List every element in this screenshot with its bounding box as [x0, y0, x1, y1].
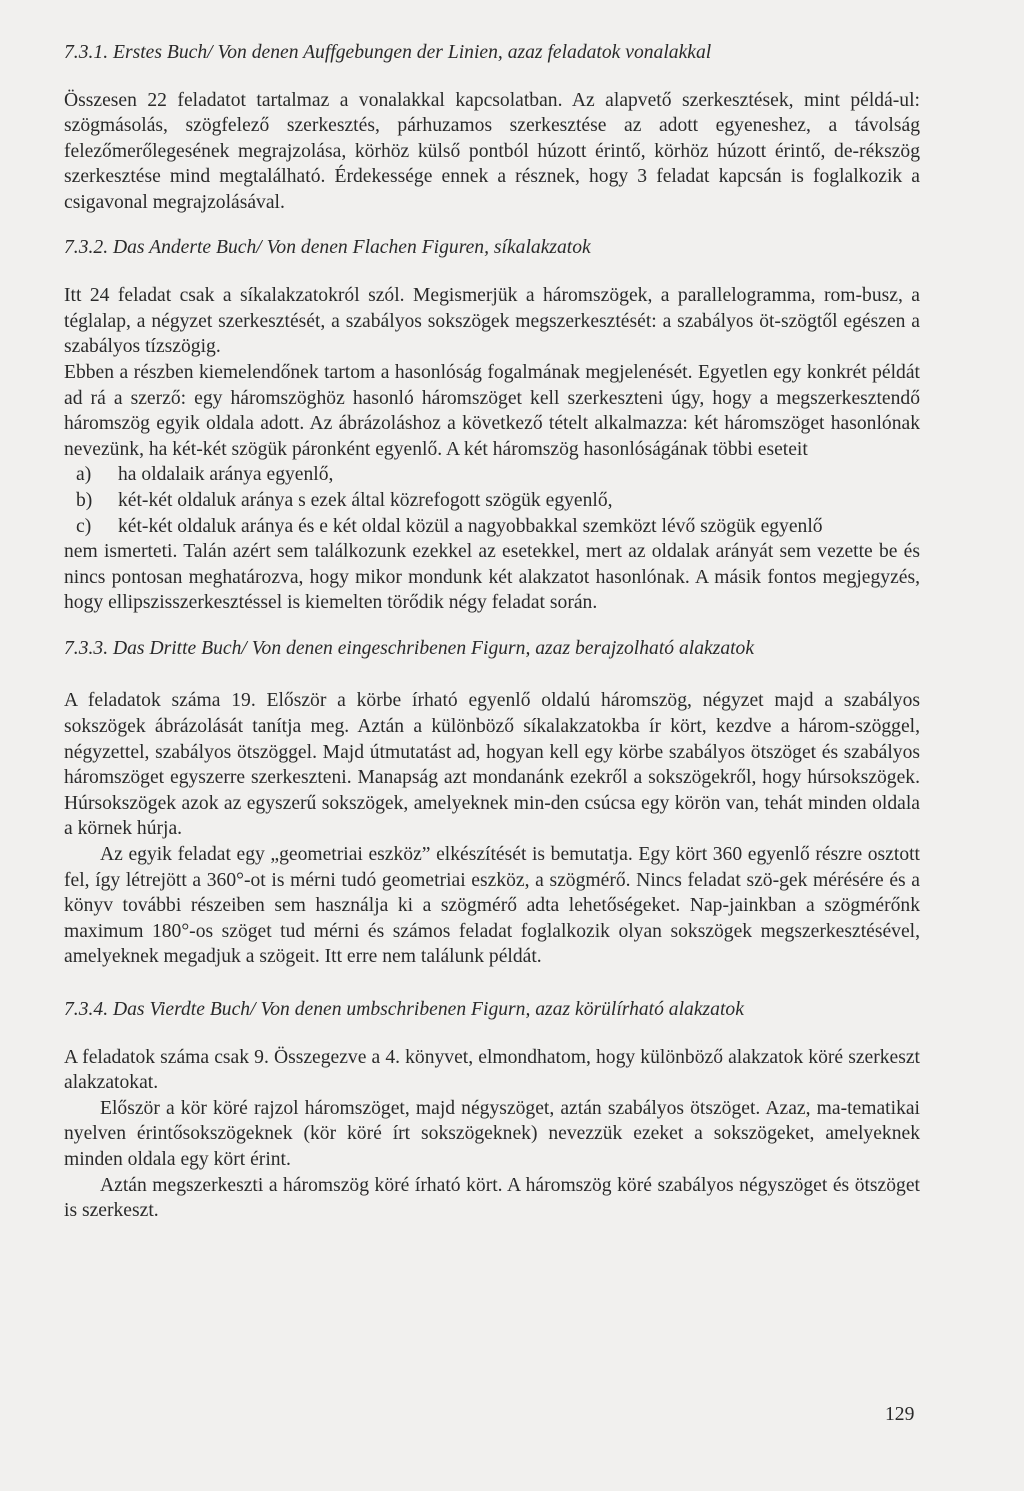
- paragraph: Összesen 22 feladatot tartalmaz a vonalakkal kapcsolatban. Az alapvető szerkesztések, mint példá-ul: szögmásolás, szögfelező szerkesztés, párhuzamos szerkesztése az adott egyeneshez, a távolság felezőmerőlegesének megrajzolása, körhöz külső pontból húzott érintő, körhöz húzott érintő, de-rékszög szerkesztése mind megtalálható. Érdekessége ennek a résznek, hogy 3 feladat kapcsán is foglalkozik a csigavonal megrajzolásával.: [64, 89, 920, 213]
- paragraph: Először a kör köré rajzol háromszöget, majd négyszöget, aztán szabályos ötszöget. Azaz, ma-tematikai nyelven érintősokszögeknek (kör köré írt sokszögeknek) nevezzük ezeket a sokszögeket, amelyeknek minden oldala egy kört érint.: [64, 1097, 920, 1170]
- list-marker: c): [76, 515, 92, 537]
- list-item: [64, 462, 920, 488]
- list-item-text: két-két oldaluk aránya s ezek által közrefogott szögük egyenlő,: [118, 489, 613, 511]
- list-item: [64, 514, 920, 540]
- list-item-text: ha oldalaik aránya egyenlő,: [118, 464, 334, 486]
- page-number: 129: [885, 1404, 915, 1425]
- paragraph: A feladatok száma 19. Először a körbe írható egyenlő oldalú háromszög, négyzet majd a szabályos sokszögek ábrázolását tanítja meg. Aztán a különböző síkalakzatokba ír kört, kezdve a három-szöggel, négyzettel, szabályos ötszöggel. Majd útmutatást ad, hogyan kell egy körbe szabályos ötszöget és szabályos háromszöget egyszerre szerkeszteni. Manapság azt mondanánk ezekről a sokszögekről, hogy húrsokszögek. Húrsokszögek azok az egyszerű sokszögek, amelyeknek min-den csúcsa egy körön van, tehát minden oldala a körnek húrja.: [64, 690, 920, 840]
- similarity-cases-list: [64, 462, 920, 539]
- list-marker: a): [76, 464, 92, 486]
- paragraph: Ebben a részben kiemelendőnek tartom a hasonlóság fogalmának megjelenését. Egyetlen egy konkrét példát ad rá a szerző: egy háromszöghöz hasonló háromszöget kell szerkeszteni úgy, hogy a megszerkesztendő háromszög egyik oldala adott. Az ábrázoláshoz a következő tételt alkalmazza: két háromszöget hasonlónak nevezünk, ha két-két szögük páronként egyenlő. A két háromszög hasonlóságának többi eseteit: [64, 361, 920, 460]
- paragraph: Itt 24 feladat csak a síkalakzatokról szól. Megismerjük a háromszögek, a parallelogramma, rom-busz, a téglalap, a négyzet szerkesztését, a szabályos sokszögek megszerkesztését: a szabályos öt-szögtől egészen a szabályos tízszögig.: [64, 285, 920, 358]
- paragraph: Aztán megszerkeszti a háromszög köré írható kört. A háromszög köré szabályos négyszöget és ötszöget is szerkeszt.: [64, 1174, 920, 1222]
- list-item: [64, 488, 920, 514]
- section-heading-7-3-3: 7.3.3. Das Dritte Buch/ Von denen eingeschribenen Figurn, azaz berajzolható alakzatok: [64, 637, 755, 659]
- paragraph: A feladatok száma csak 9. Összegezve a 4. könyvet, elmondhatom, hogy különböző alakzatok köré szerkeszt alakzatokat.: [64, 1046, 920, 1094]
- section-heading-7-3-2: 7.3.2. Das Anderte Buch/ Von denen Flachen Figuren, síkalakzatok: [64, 236, 591, 258]
- paragraph: nem ismerteti. Talán azért sem találkozunk ezekkel az esetekkel, mert az oldalak arányát sem vezette be és nincs pontosan meghatározva, hogy mikor mondunk két alakzatot hasonlónak. A másik fontos megjegyzés, hogy ellipszisszerkesztéssel is kiemelten törődik négy feladat során.: [64, 541, 920, 614]
- list-item-text: két-két oldaluk aránya és e két oldal közül a nagyobbakkal szemközt lévő szögük egyenlő: [118, 515, 823, 537]
- page-content: [64, 40, 920, 1224]
- section-heading-7-3-4: 7.3.4. Das Vierdte Buch/ Von denen umbschribenen Figurn, azaz körülírható alakzatok: [64, 999, 744, 1020]
- list-marker: b): [76, 489, 93, 511]
- section-heading-7-3-1: 7.3.1. Erstes Buch/ Von denen Auffgebungen der Linien, azaz feladatok vonalakkal: [64, 42, 712, 63]
- paragraph: Az egyik feladat egy „geometriai eszköz” elkészítését is bemutatja. Egy kört 360 egyenlő részre osztott fel, így létrejött a 360°-ot is mérni tudó geometriai eszköz, a szögmérő. Nincs feladat szö-gek mérésére és a könyv további részeiben sem használja ki a szögmérő adta lehetőségeket. Nap-jainkban a szögmérőnk maximum 180°-os szöget tud mérni és számos feladat foglalkozik olyan sokszögek megszerkesztésével, amelyeknek megadjuk a szögeit. Itt erre nem találunk példát.: [64, 844, 920, 968]
